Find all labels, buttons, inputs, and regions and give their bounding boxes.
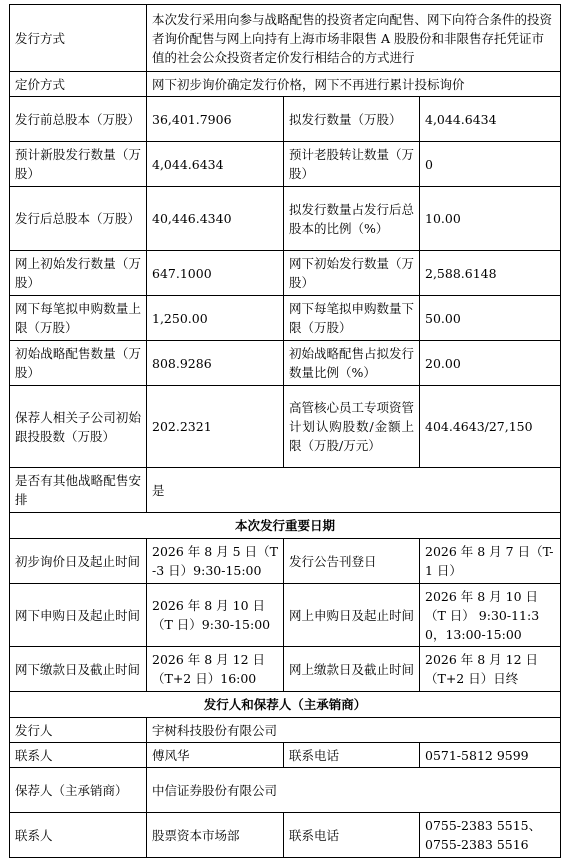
cell-value: 0: [420, 142, 561, 187]
row-value-issue-method: 本次发行采用向参与战略配售的投资者定向配售、网下向符合条件的投资者询价配售与网上向持有上海市场非限售 A 股股份和非限售存托凭证市值的社会公众投资者定价发行相结合的方式进行: [147, 5, 561, 72]
cell-label: 联系人: [10, 743, 147, 768]
cell-value: 808.9286: [147, 341, 284, 386]
cell-label: 联系电话: [284, 743, 420, 768]
cell-value: 1,250.00: [147, 296, 284, 341]
cell-value: 20.00: [420, 341, 561, 386]
cell-label: 初始战略配售数量（万股）: [10, 341, 147, 386]
cell-value: 4,044.6434: [147, 142, 284, 187]
cell-label: 高管核心员工专项资管计划认购股数/金额上限（万股/万元）: [284, 386, 420, 468]
cell-label: 网下每笔拟申购数量下限（万股）: [284, 296, 420, 341]
cell-label: 发行后总股本（万股）: [10, 187, 147, 251]
cell-label: 网下申购日及起止时间: [10, 584, 147, 647]
table-row: [10, 539, 561, 584]
table-row: [10, 296, 561, 341]
cell-value: 2,588.6148: [420, 251, 561, 296]
section-header-row: [10, 692, 561, 718]
cell-label: 初始战略配售占拟发行数量比例（%）: [284, 341, 420, 386]
cell-value: 10.00: [420, 187, 561, 251]
section-title-issuer: 发行人和保荐人（主承销商）: [10, 692, 561, 718]
issuer-contact-name: 傅风华: [147, 743, 284, 768]
cell-label: 保荐人相关子公司初始跟投股数（万股）: [10, 386, 147, 468]
cell-label: 网上初始发行数量（万股）: [10, 251, 147, 296]
cell-value: 647.1000: [147, 251, 284, 296]
row-label-issue-method: 发行方式: [10, 5, 147, 72]
row-value-pricing-method: 网下初步询价确定发行价格，网下不再进行累计投标询价: [147, 72, 561, 97]
cell-value: 2026 年 8 月 5 日（T-3 日）9:30-15:00: [147, 539, 284, 584]
row-value-other-strategic: 是: [147, 468, 561, 513]
cell-label: 网下每笔拟申购数量上限（万股）: [10, 296, 147, 341]
cell-value: 50.00: [420, 296, 561, 341]
cell-value: 36,401.7906: [147, 97, 284, 142]
table-row: [10, 72, 561, 97]
cell-value: 2026 年 8 月 12 日（T+2 日）日终: [420, 647, 561, 692]
table-row: [10, 5, 561, 72]
table-row: [10, 386, 561, 468]
cell-label: 联系人: [10, 813, 147, 858]
sponsor-contact-name: 股票资本市场部: [147, 813, 284, 858]
table-row: [10, 584, 561, 647]
table-row: [10, 718, 561, 743]
cell-value: 4,044.6434: [420, 97, 561, 142]
table-row: [10, 813, 561, 858]
sponsor-label: 保荐人（主承销商）: [10, 768, 147, 813]
cell-value: 2026 年 8 月 7 日（T-1 日）: [420, 539, 561, 584]
table-row: [10, 251, 561, 296]
table-row: [10, 341, 561, 386]
cell-label: 联系电话: [284, 813, 420, 858]
cell-label: 初步询价日及起止时间: [10, 539, 147, 584]
cell-value: 40,446.4340: [147, 187, 284, 251]
cell-label: 网上申购日及起止时间: [284, 584, 420, 647]
table-row: [10, 647, 561, 692]
table-row: [10, 97, 561, 142]
cell-label: 网下初始发行数量（万股）: [284, 251, 420, 296]
table-row: [10, 743, 561, 768]
sponsor-contact-phone: 0755-2383 5515、 0755-2383 5516: [420, 813, 561, 858]
issuer-contact-phone: 0571-5812 9599: [420, 743, 561, 768]
section-title-dates: 本次发行重要日期: [10, 513, 561, 539]
table-row: [10, 468, 561, 513]
row-label-pricing-method: 定价方式: [10, 72, 147, 97]
cell-label: 预计新股发行数量（万股）: [10, 142, 147, 187]
issuer-value: 宇树科技股份有限公司: [147, 718, 561, 743]
cell-value: 2026 年 8 月 10 日（T 日）9:30-15:00: [147, 584, 284, 647]
sponsor-value: 中信证券股份有限公司: [147, 768, 561, 813]
issuance-summary-table: [9, 4, 561, 858]
cell-value: 2026 年 8 月 10 日（T 日） 9:30-11:30，13:00-15:00: [420, 584, 561, 647]
cell-label: 网上缴款日及截止时间: [284, 647, 420, 692]
cell-value: 2026 年 8 月 12 日（T+2 日）16:00: [147, 647, 284, 692]
issuer-label: 发行人: [10, 718, 147, 743]
cell-label: 拟发行数量（万股）: [284, 97, 420, 142]
section-header-row: [10, 513, 561, 539]
cell-value: 404.4643/27,150: [420, 386, 561, 468]
row-label-other-strategic: 是否有其他战略配售安排: [10, 468, 147, 513]
table-row: [10, 768, 561, 813]
cell-label: 发行前总股本（万股）: [10, 97, 147, 142]
cell-label: 发行公告刊登日: [284, 539, 420, 584]
cell-label: 网下缴款日及截止时间: [10, 647, 147, 692]
cell-label: 拟发行数量占发行后总股本的比例（%）: [284, 187, 420, 251]
table-row: [10, 142, 561, 187]
table-row: [10, 187, 561, 251]
cell-label: 预计老股转让数量（万股）: [284, 142, 420, 187]
cell-value: 202.2321: [147, 386, 284, 468]
